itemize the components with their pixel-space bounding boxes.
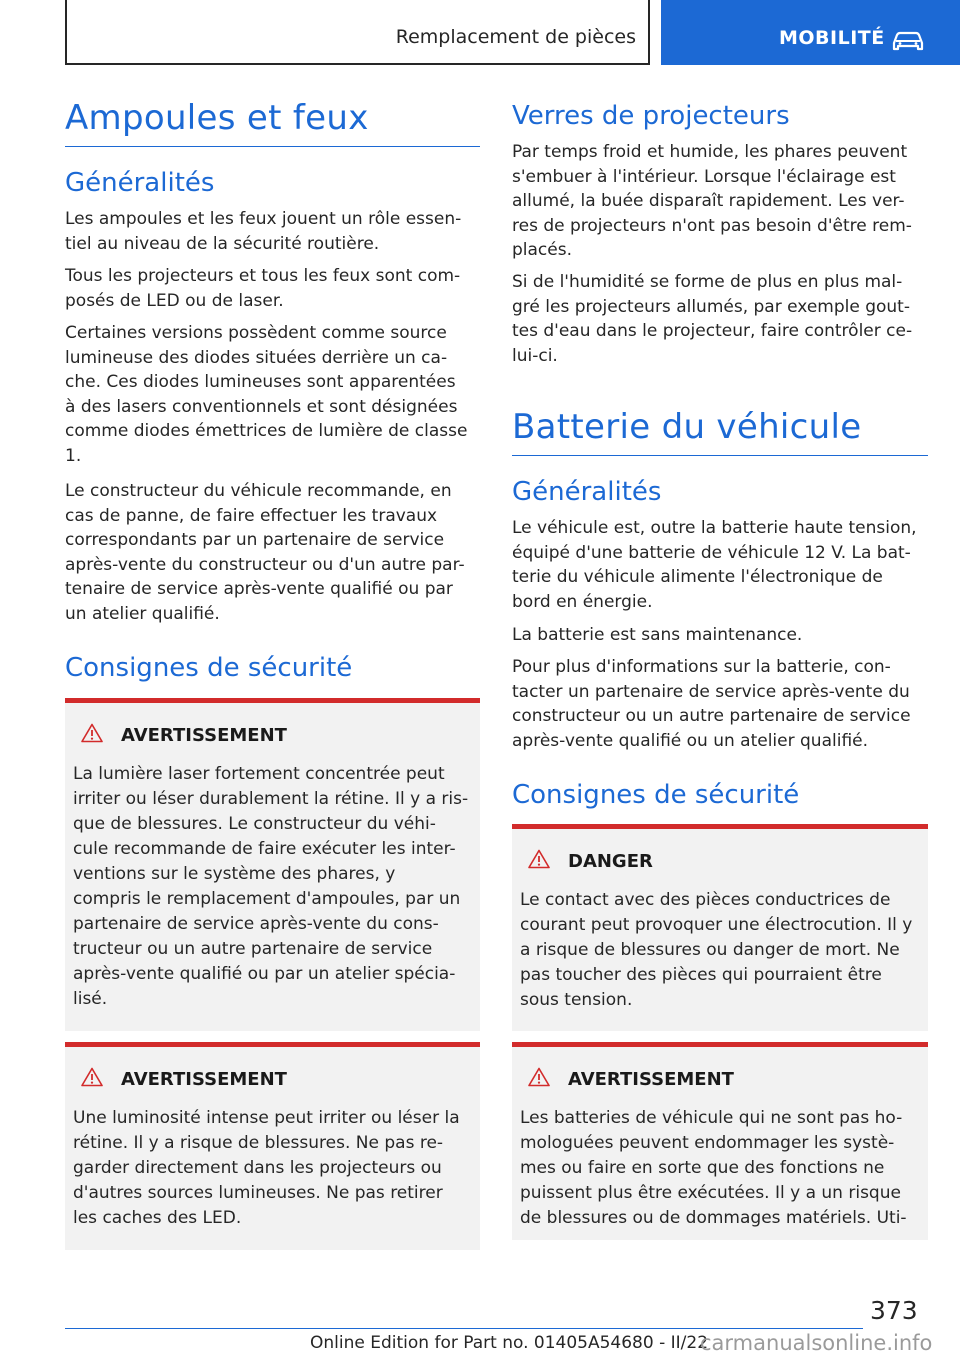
heading-verres-de-projecteurs: Verres de projecteurs xyxy=(512,101,790,131)
page-number: 373 xyxy=(870,1296,918,1325)
warning-triangle-icon xyxy=(81,723,103,743)
warning-box-luminosity xyxy=(65,1042,480,1250)
heading-rule xyxy=(512,455,928,456)
warning-triangle-icon xyxy=(528,1067,550,1087)
footer-rule xyxy=(65,1328,863,1329)
danger-box xyxy=(512,824,928,1031)
paragraph-1: Les ampoules et les feux jouent un rôle essen- tiel au niveau de la sécurité routière. xyxy=(65,209,462,254)
warning-label: AVERTISSEMENT xyxy=(121,1069,287,1090)
paragraph-battery-2: La batterie est sans maintenance. xyxy=(512,625,803,645)
heading-batterie-du-vehicule: Batterie du véhicule xyxy=(512,407,862,447)
warning-box-battery xyxy=(512,1042,928,1240)
car-icon xyxy=(891,30,925,52)
heading-rule xyxy=(65,146,480,147)
paragraph-4: Le constructeur du véhicule recommande, en cas de panne, de faire effectuer les travaux correspondants par un partenaire de service après-vente du constructeur ou d'un autre par- tenaire de service après-vente qualifié ou par un atelier qualifié. xyxy=(65,481,465,624)
heading-ampoules-et-feux: Ampoules et feux xyxy=(65,98,369,138)
warning-text: Les batteries de véhicule qui ne sont pas ho- mologuées peuvent endommager les systè- mes ou faire en sorte que des fonctions ne puissent plus être exécutées. Il y a un risque de blessures ou de dommages matériels. Uti- xyxy=(520,1108,907,1228)
paragraph-battery-3: Pour plus d'informations sur la batterie, con- tacter un partenaire de service après-vente du constructeur ou un autre partenaire de service après-vente qualifié ou un atelier qualifié. xyxy=(512,657,911,751)
header-section-label: MOBILITÉ xyxy=(779,27,885,49)
danger-text: Le contact avec des pièces conductrices de courant peut provoquer une électrocution. Il y a risque de blessures ou danger de mort. Ne pas toucher des pièces qui pourraient être sous tension. xyxy=(520,890,913,1010)
footer-edition: Online Edition for Part no. 01405A54680 - II/22 xyxy=(310,1333,709,1353)
paragraph-2: Tous les projecteurs et tous les feux sont com- posés de LED ou de laser. xyxy=(65,266,461,311)
header-title: Remplacement de pièces xyxy=(395,26,636,48)
heading-generalites-right: Généralités xyxy=(512,477,662,507)
warning-box-laser xyxy=(65,698,480,1031)
paragraph-glass-1: Par temps froid et humide, les phares peuvent s'embuer à l'intérieur. Lorsque l'éclairage est allumé, la buée disparaît rapidement. Les ver- res de projecteurs n'ont pas besoin d'être rem- placés. xyxy=(512,142,912,260)
heading-consignes-right: Consignes de sécurité xyxy=(512,780,800,810)
warning-text: Une luminosité intense peut irriter ou léser la rétine. Il y a risque de blessures. Ne pas re- garder directement dans les projecteurs ou d'autres sources lumineuses. Ne pas retirer les caches des LED. xyxy=(73,1108,460,1228)
warning-label: AVERTISSEMENT xyxy=(121,725,287,746)
paragraph-battery-1: Le véhicule est, outre la batterie haute tension, équipé d'une batterie de véhicule 12 V. La bat- terie du véhicule alimente l'électronique de bord en énergie. xyxy=(512,518,917,612)
header-title-box xyxy=(65,0,650,65)
heading-consignes-left: Consignes de sécurité xyxy=(65,653,353,683)
warning-triangle-icon xyxy=(528,849,550,869)
watermark[interactable]: carmanualsonline.info xyxy=(700,1331,933,1355)
warning-text: La lumière laser fortement concentrée peut irriter ou léser durablement la rétine. Il y a ris- que de blessures. Le constructeur du véhi- cule recommande de faire exécuter les inter- ventions sur le système des phares, y compris le remplacement d'ampoules, par un partenaire de service après-vente du cons- tructeur ou un autre partenaire de service après-vente qualifié ou par un atelier spécia- lisé. xyxy=(73,764,469,1009)
heading-generalites-left: Généralités xyxy=(65,168,215,198)
paragraph-glass-2: Si de l'humidité se forme de plus en plus mal- gré les projecteurs allumés, par exemple gout- tes d'eau dans le projecteur, faire contrôler ce- lui-ci. xyxy=(512,272,913,366)
danger-label: DANGER xyxy=(568,851,653,872)
warning-triangle-icon xyxy=(81,1067,103,1087)
header-section-box xyxy=(661,0,960,65)
paragraph-3: Certaines versions possèdent comme source lumineuse des diodes situées derrière un ca- che. Ces diodes lumineuses sont apparentées à des lasers conventionnels et sont désignées comme diodes émettrices de lumière de classe 1. xyxy=(65,323,468,466)
warning-label: AVERTISSEMENT xyxy=(568,1069,734,1090)
